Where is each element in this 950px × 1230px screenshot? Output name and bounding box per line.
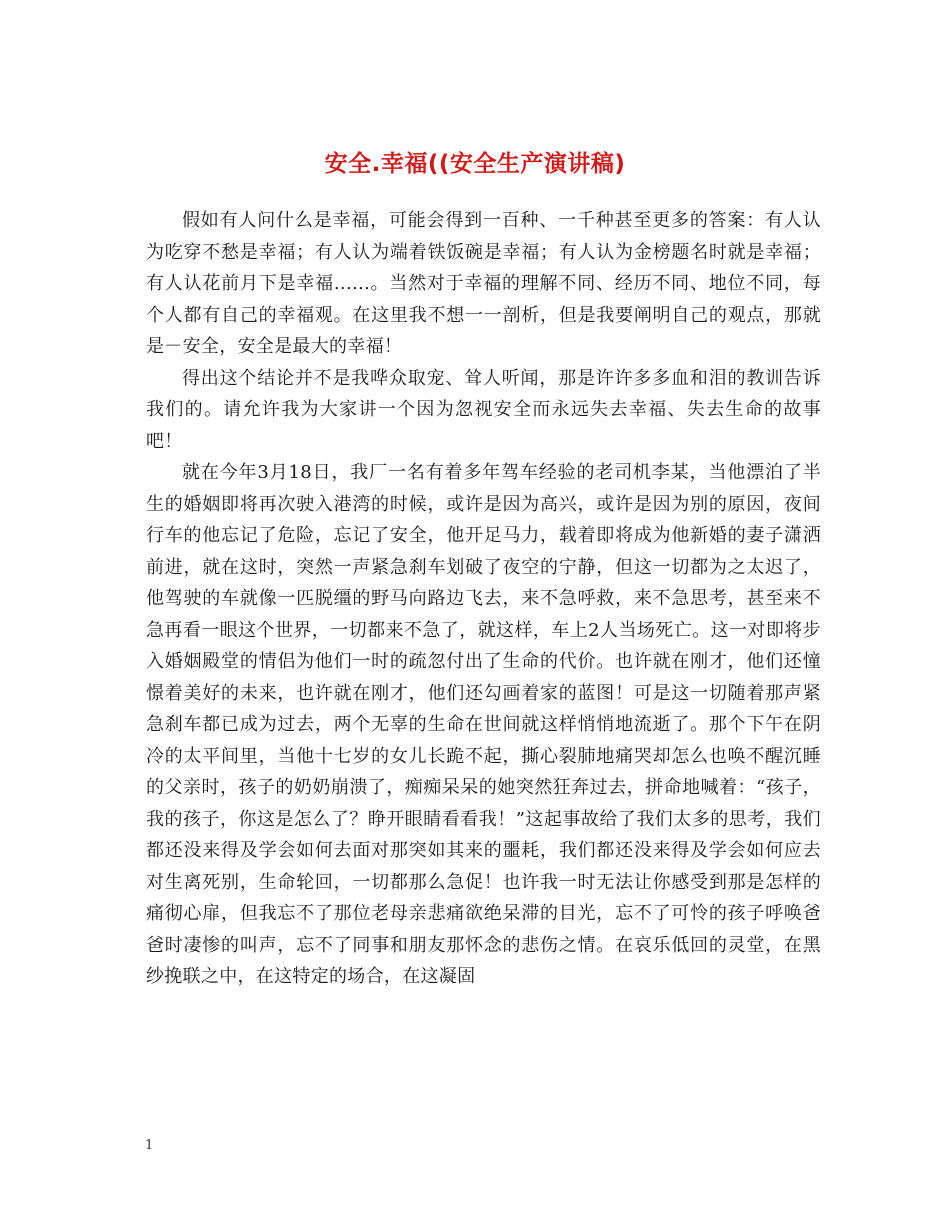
document-body	[146, 205, 821, 993]
document-title: 安全.幸福((安全生产演讲稿)	[324, 151, 626, 178]
paragraph-3: 就在今年3月18日，我厂一名有着多年驾车经验的老司机李某，当他漂泊了半生的婚姻即将再次驶入港湾的时候，或许是因为高兴，或许是因为别的原因，夜间行车的他忘记了危险，忘记了安全，他开足马力，载着即将成为他新婚的妻子潇洒前进，就在这时，突然一声紧急刹车划破了夜空的宁静，但这一切都为之太迟了，他驾驶的车就像一匹脱缰的野马向路边飞去，来不急呼救，来不急思考，甚至来不急再看一眼这个世界，一切都来不急了，就这样，车上2人当场死亡。这一对即将步入婚姻殿堂的情侣为他们一时的疏忽付出了生命的代价。也许就在刚才，他们还憧憬着美好的未来，也许就在刚才，他们还勾画着家的蓝图！可是这一切随着那声紧急刹车都已成为过去，两个无辜的生命在世间就这样悄悄地流逝了。那个下午在阴冷的太平间里，当他十七岁的女儿长跪不起，撕心裂肺地痛哭却怎么也唤不醒沉睡的父亲时，孩子的奶奶崩溃了，痴痴呆呆的她突然狂奔过去，拼命地喊着：“孩子，我的孩子，你这是怎么了？睁开眼睛看看我！”这起事故给了我们太多的思考，我们都还没来得及学会如何去面对那突如其来的噩耗，我们都还没来得及学会如何应去对生离死别，生命轮回，一切都那么急促！也许我一时无法让你感受到那是怎样的痛彻心扉，但我忘不了那位老母亲悲痛欲绝呆滞的目光，忘不了可怜的孩子呼唤爸爸时凄惨的叫声，忘不了同事和朋友那怀念的悲伤之情。在哀乐低回的灵堂，在黑纱挽联之中，在这特定的场合，在这凝固	[146, 462, 821, 987]
paragraph-1: 假如有人问什么是幸福，可能会得到一百种、一千种甚至更多的答案：有人认为吃穿不愁是幸福；有人认为端着铁饭碗是幸福；有人认为金榜题名时就是幸福；有人认花前月下是幸福......。当然对于幸福的理解不同、经历不同、地位不同，每个人都有自己的幸福观。在这里我不想一一剖析，但是我要阐明自己的观点，那就是－安全，安全是最大的幸福！	[146, 210, 821, 357]
page-number: 1	[145, 1138, 154, 1153]
paragraph-2: 得出这个结论并不是我哗众取宠、耸人听闻，那是许许多多血和泪的教训告诉我们的。请允许我为大家讲一个因为忽视安全而永远失去幸福、失去生命的故事吧！	[146, 367, 821, 452]
